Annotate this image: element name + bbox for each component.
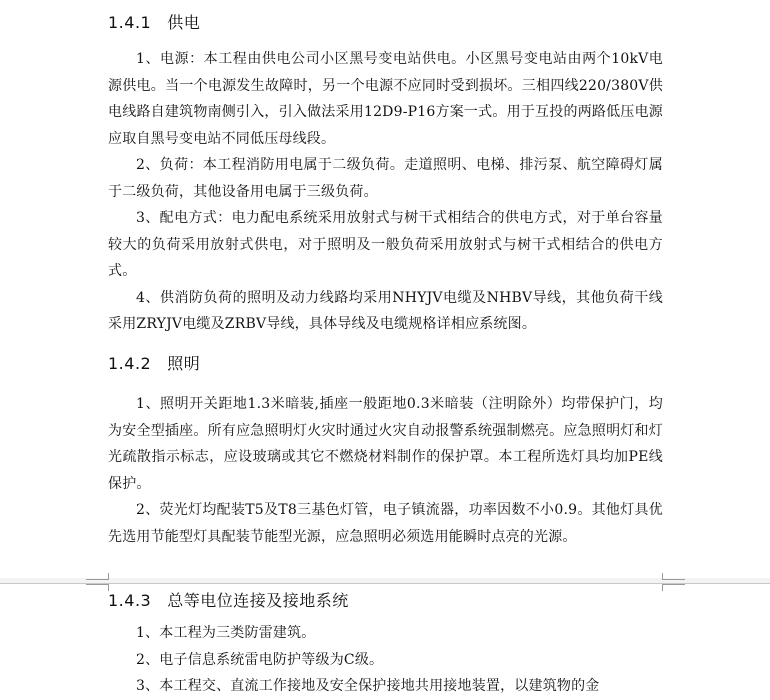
section-number: 1.4.3 <box>108 591 152 610</box>
paragraph: 1、电源：本工程由供电公司小区黑号变电站供电。小区黑号变电站由两个10kV电源供电。当一个电源发生故障时，另一个电源不应同时受到损坏。三相四线220/380V供电线路自建筑物南侧引入，引入做法采用12D9-P16方案一式。用于互投的两路低压电源应取自黑号变电站不同低压母线段。 <box>108 51 663 147</box>
section-title: 总等电位连接及接地系统 <box>167 591 349 610</box>
section-1-4-1 <box>108 12 663 338</box>
section-1-4-2 <box>108 353 663 550</box>
paragraph: 1、照明开关距地1.3米暗装,插座一般距地0.3米暗装（注明除外）均带保护门，均为安全型插座。所有应急照明灯火灾时通过火灾自动报警系统强制燃亮。应急照明灯和灯光疏散指示标志，应设玻璃或其它不燃烧材料制作的保护罩。本工程所选灯具均加PE线保护。 <box>108 396 663 492</box>
section-number: 1.4.1 <box>108 13 152 32</box>
paragraph: 2、负荷：本工程消防用电属于二级负荷。走道照明、电梯、排污泵、航空障碍灯属于二级负荷，其他设备用电属于三级负荷。 <box>108 157 663 200</box>
section-title: 供电 <box>167 13 201 32</box>
paragraph: 3、本工程交、直流工作接地及安全保护接地共用接地装置，以建筑物的金 <box>136 678 600 694</box>
paragraph: 1、本工程为三类防雷建筑。 <box>136 625 316 641</box>
section-title: 照明 <box>167 354 201 373</box>
paragraph: 2、电子信息系统雷电防护等级为C级。 <box>136 651 384 668</box>
section-number: 1.4.2 <box>108 354 152 373</box>
paragraph: 4、供消防负荷的照明及动力线路均采用NHYJV电缆及NHBV导线，其他负荷干线采用ZRYJV电缆及ZRBV导线，具体导线及电缆规格详相应系统图。 <box>108 289 663 332</box>
section-1-4-3 <box>108 590 663 700</box>
document-page-2 <box>0 583 770 692</box>
section-heading <box>108 590 663 612</box>
section-heading <box>108 353 663 375</box>
page-corner-mark <box>662 573 685 580</box>
paragraph: 2、荧光灯均配装T5及T8三基色灯管，电子镇流器，功率因数不小0.9。其他灯具优先选用节能型灯具配装节能型光源，应急照明必须选用能瞬时点亮的光源。 <box>108 502 663 545</box>
paragraph: 3、配电方式：电力配电系统采用放射式与树干式相结合的供电方式，对于单台容量较大的负荷采用放射式供电，对于照明及一般负荷采用放射式与树干式相结合的供电方式。 <box>108 210 663 279</box>
page-corner-mark <box>86 573 109 580</box>
section-heading <box>108 12 663 34</box>
